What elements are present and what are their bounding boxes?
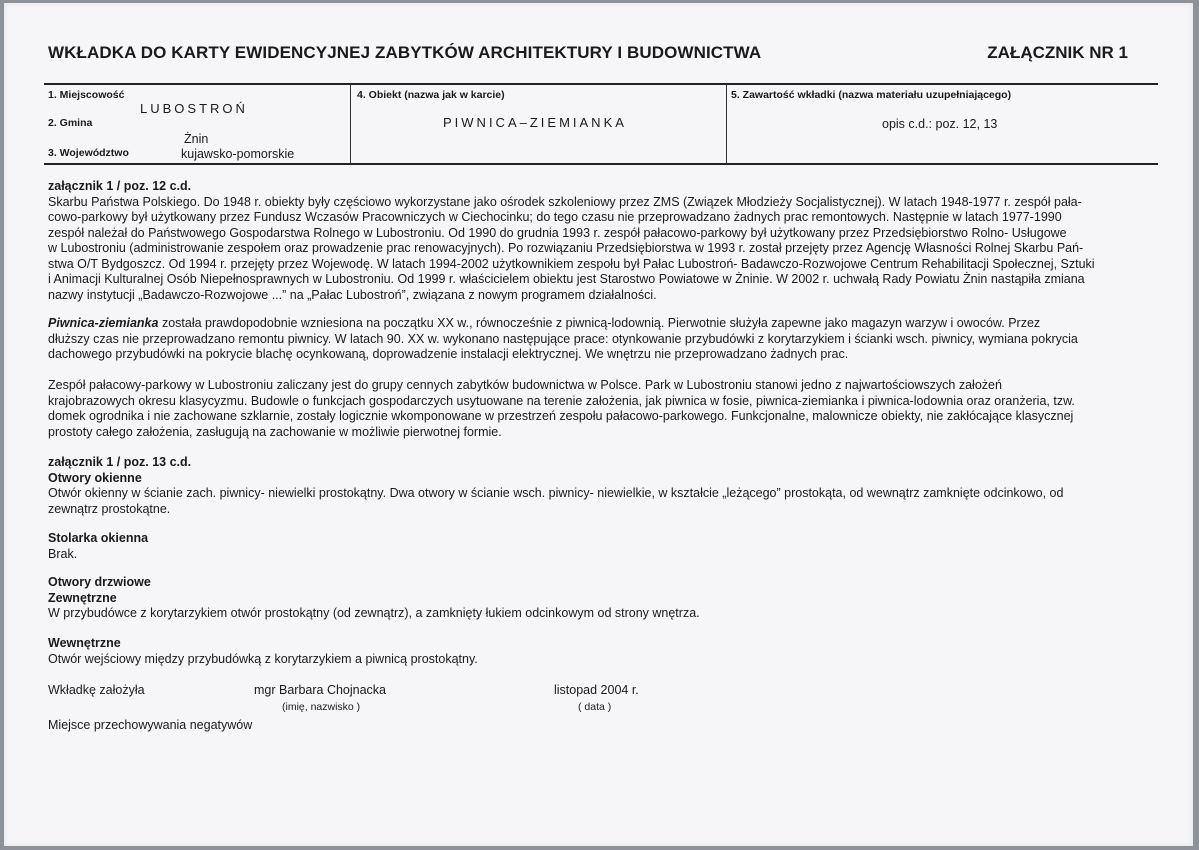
paragraph-line: zespół należał do Państwowego Gospodarstwa Rolnego w Lubostroniu. Od 1990 do grudnia 1993 r. zespół pałacowo-parkowy był użytkowany przez Przedsiębiorstwo Rolno- Usługowe xyxy=(48,225,1067,240)
paragraph-line: i Animacji Kulturalnej Osób Niepełnosprawnych w Lubostroniu. Od 1999 r. właścicielem obiektu jest Starostwo Powiatowe w Żninie. W 2002 r. uchwałą Rady Powiatu Żnin nastąpiła zmiana xyxy=(48,272,1085,286)
zewn-heading: Zewnętrzne xyxy=(48,590,117,605)
section-12-heading: załącznik 1 / poz. 12 c.d. xyxy=(48,179,192,193)
drzwi-heading: Otwory drzwiowe xyxy=(48,575,151,589)
paragraph-line: dachowego przybudówki na pokrycie blachę ocynkowaną, doprowadzenie instalacji elektrycznej. We wnętrzu nie przeprowadzano żadnych prac. xyxy=(48,347,849,361)
gmina-value: Żnin xyxy=(184,132,209,146)
header-table xyxy=(44,83,1158,165)
paragraph-line: w Lubostroniu (administrowanie zespołem oraz prowadzenie prac renowacyjnych). Po rozwiązaniu Przedsiębiorstwa w 1993 r. został przejęty przez Agencję Własności Rolnej Skarbu Pań- xyxy=(48,241,1084,255)
paragraph-zespol xyxy=(48,378,1128,440)
stolarka-heading: Stolarka okienna xyxy=(48,531,149,545)
wewn-heading: Wewnętrzne xyxy=(48,636,121,650)
annex-number: ZAŁĄCZNIK NR 1 xyxy=(987,43,1128,62)
section-12 xyxy=(48,179,1128,303)
wewn-block xyxy=(48,636,1128,667)
drzwi-block xyxy=(48,575,1128,622)
section-13 xyxy=(48,455,1128,517)
obiekt-value: PIWNICA–ZIEMIANKA xyxy=(443,115,627,130)
ziemianka-lead: Piwnica-ziemianka xyxy=(48,316,159,330)
paragraph-line: Skarbu Państwa Polskiego. Do 1948 r. obiekty były częściowo wykorzystane jako ośrodek szkoleniowy przez ZMS (Związek Młodzieży Socjalistycznej). W latach 1948-1977 r. zespół pała- xyxy=(48,194,1082,209)
negatives-label: Miejsce przechowywania negatywów xyxy=(48,718,253,732)
wojewodztwo-label: 3. Województwo xyxy=(48,147,129,159)
miejscowosc-label: 1. Miejscowość xyxy=(48,89,125,101)
wewn-text: Otwór wejściowy między przybudówką z korytarzykiem a piwnicą prostokątny. xyxy=(48,651,478,666)
paragraph-line xyxy=(48,316,1128,332)
zewn-text: W przybudówce z korytarzykiem otwór prostokątny (od zewnątrz), a zamknięty łukiem odcinkowym od strony wnętrza. xyxy=(48,606,700,620)
ziemianka-line-rest: została prawdopodobnie wzniesiona na początku XX w., równocześnie z piwnicą-lodownią. Pierwotnie służyła zapewne jako magazyn warzyw i owoców. Przez xyxy=(158,316,1041,330)
obiekt-label: 4. Obiekt (nazwa jak w karcie) xyxy=(357,89,505,101)
author-caption: (imię, nazwisko ) xyxy=(282,701,361,713)
footer xyxy=(48,683,1128,743)
okna-heading: Otwory okienne xyxy=(48,470,142,485)
object-cell xyxy=(351,85,727,163)
paragraph-line: Otwór okienny w ścianie zach. piwnicy- niewielki prostokątny. Dwa otwory w ścianie wsch. piwnicy- niewielkie, w kształcie „leżącego” prostokąta, od wewnątrz zamknięte odcinkowo, od xyxy=(48,486,1064,500)
date-caption: ( data ) xyxy=(578,701,612,713)
paragraph-line: cowo-parkowy był użytkowany przez Fundusz Wczasów Pracowniczych w Ciechocinku; do tego czasu nie przeprowadzano żadnych prac remontowych. Następnie w latach 1977-1990 xyxy=(48,210,1062,224)
paragraph-line: dłuższy czas nie przeprowadzano remontu piwnicy. W latach 90. XX w. wykonano następujące prace: otynkowanie przybudówki z korytarzykiem i ścianki wsch. piwnicy, wymiana pokrycia xyxy=(48,331,1078,346)
content-cell xyxy=(727,85,1158,163)
miejscowosc-value: LUBOSTROŃ xyxy=(140,101,248,116)
zawartosc-value: opis c.d.: poz. 12, 13 xyxy=(882,117,998,131)
paragraph-line: nazwy instytucji „Badawczo-Rozwojowe ...” na „Pałac Lubostroń”, związana z nowym programem działalności. xyxy=(48,287,657,302)
section-13-heading: załącznik 1 / poz. 13 c.d. xyxy=(48,455,192,469)
document-title: WKŁADKA DO KARTY EWIDENCYJNEJ ZABYTKÓW ARCHITEKTURY I BUDOWNICTWA xyxy=(48,43,762,62)
stolarka-text: Brak. xyxy=(48,546,78,561)
paragraph-line: zewnątrz prostokątne. xyxy=(48,501,171,516)
gmina-label: 2. Gmina xyxy=(48,117,93,129)
date-value: listopad 2004 r. xyxy=(554,683,639,697)
zalozyla-label: Wkładkę założyła xyxy=(48,683,145,697)
paragraph-line: domek ogrodnika i nie zachowane szklarnie, zostały logicznie wkomponowane w przestrzeń zespołu pałacowo-parkowego. Funkcjonalne, malownicze obiekty, nie zakłócające klasycznej xyxy=(48,409,1074,423)
paragraph-line: Zespół pałacowy-parkowy w Lubostroniu zaliczany jest do grupy cennych zabytków budownictwa w Polsce. Park w Lubostroniu stanowi jedno z najwartościowszych założeń xyxy=(48,378,1002,392)
stolarka-block xyxy=(48,531,1128,562)
author-name: mgr Barbara Chojnacka xyxy=(254,683,387,697)
paragraph-line: prostoty całego założenia, zasługują na zachowanie w możliwie pierwotnej formie. xyxy=(48,424,502,439)
zawartosc-label: 5. Zawartość wkładki (nazwa materiału uzupełniającego) xyxy=(731,89,1012,101)
document-sheet xyxy=(4,3,1193,846)
paragraph-line: krajobrazowych okresu klasycyzmu. Budowle o funkcjach gospodarczych usytuowane na terenie założenia, jak piwnica w fosie, piwnica-ziemianka i piwnica-lodownia oraz oranżeria, tzw. xyxy=(48,393,1075,408)
location-cell xyxy=(44,85,351,163)
wojewodztwo-value: kujawsko-pomorskie xyxy=(181,147,295,161)
paragraph-line: stwa O/T Bydgoszcz. Od 1994 r. przejęty przez Wojewodę. W latach 1994-2002 użytkownikiem zespołu był Pałac Lubostroń- Badawczo-Rozwojowe Centrum Rehabilitacji Społecznej, Sztuki xyxy=(48,256,1095,271)
paragraph-ziemianka xyxy=(48,316,1128,363)
